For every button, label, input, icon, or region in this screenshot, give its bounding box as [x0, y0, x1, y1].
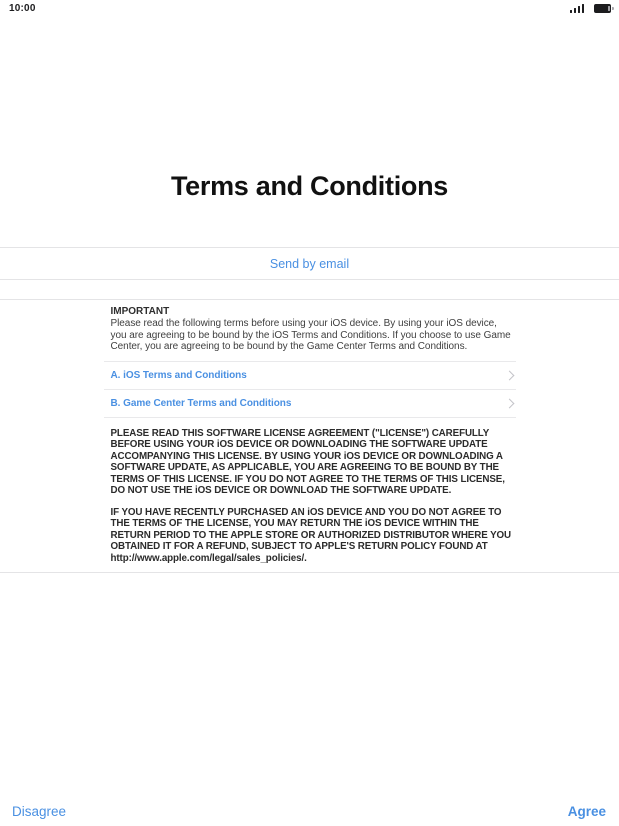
link-row-ios-terms[interactable] [104, 361, 516, 389]
send-by-email-button[interactable] [0, 247, 619, 280]
ios-terms-link-label: A. iOS Terms and Conditions [110, 369, 247, 381]
status-bar-right [570, 4, 612, 13]
terms-panel [0, 299, 619, 573]
agree-button[interactable]: Agree [567, 803, 606, 819]
cellular-signal-icon [570, 4, 585, 13]
battery-icon [594, 4, 611, 13]
chevron-right-icon [504, 370, 514, 380]
important-heading: IMPORTANT [110, 306, 170, 317]
footer-bar [0, 801, 619, 821]
status-bar [0, 0, 619, 20]
game-center-terms-link-label: B. Game Center Terms and Conditions [110, 397, 292, 409]
send-by-email-label: Send by email [269, 256, 350, 271]
terms-content-column [104, 306, 516, 564]
terms-intro-paragraph: Please read the following terms before using your iOS device. By using your iOS device, you are agreeing to be bound by the iOS Terms and Conditions. If you choose to use Game Center, you are agreeing to be bound by the Game Center Terms and Conditions. [110, 318, 511, 352]
terms-links-list [104, 361, 516, 418]
page-title: Terms and Conditions [170, 171, 448, 201]
disagree-button[interactable]: Disagree [12, 803, 67, 819]
chevron-right-icon [504, 398, 514, 408]
status-bar-time: 10:00 [9, 3, 36, 14]
license-paragraph-1: PLEASE READ THIS SOFTWARE LICENSE AGREEMENT ("LICENSE") CAREFULLY BEFORE USING YOUR iOS DEVICE OR DOWNLOADING THE SOFTWARE UPDATE ACCOMPANYING THIS LICENSE. BY USING YOUR iOS DEVICE OR DOWNLOADING A SOFTWARE UPDATE, AS APPLICABLE, YOU ARE AGREEING TO BE BOUND BY THE TERMS OF THIS LICENSE. IF YOU DO NOT AGREE TO THE TERMS OF THIS LICENSE, DO NOT USE THE iOS DEVICE OR DOWNLOAD THE SOFTWARE UPDATE. [110, 427, 505, 496]
link-row-game-center-terms[interactable] [104, 389, 516, 417]
license-paragraph-2: IF YOU HAVE RECENTLY PURCHASED AN iOS DEVICE AND YOU DO NOT AGREE TO THE TERMS OF THE LICENSE, YOU MAY RETURN THE iOS DEVICE WITHIN THE RETURN PERIOD TO THE APPLE STORE OR AUTHORIZED DISTRIBUTOR WHERE YOU OBTAINED IT FOR A REFUND, SUBJECT TO APPLE'S RETURN POLICY FOUND AT http://www.apple.com/legal/sales_policies/. [110, 506, 512, 564]
